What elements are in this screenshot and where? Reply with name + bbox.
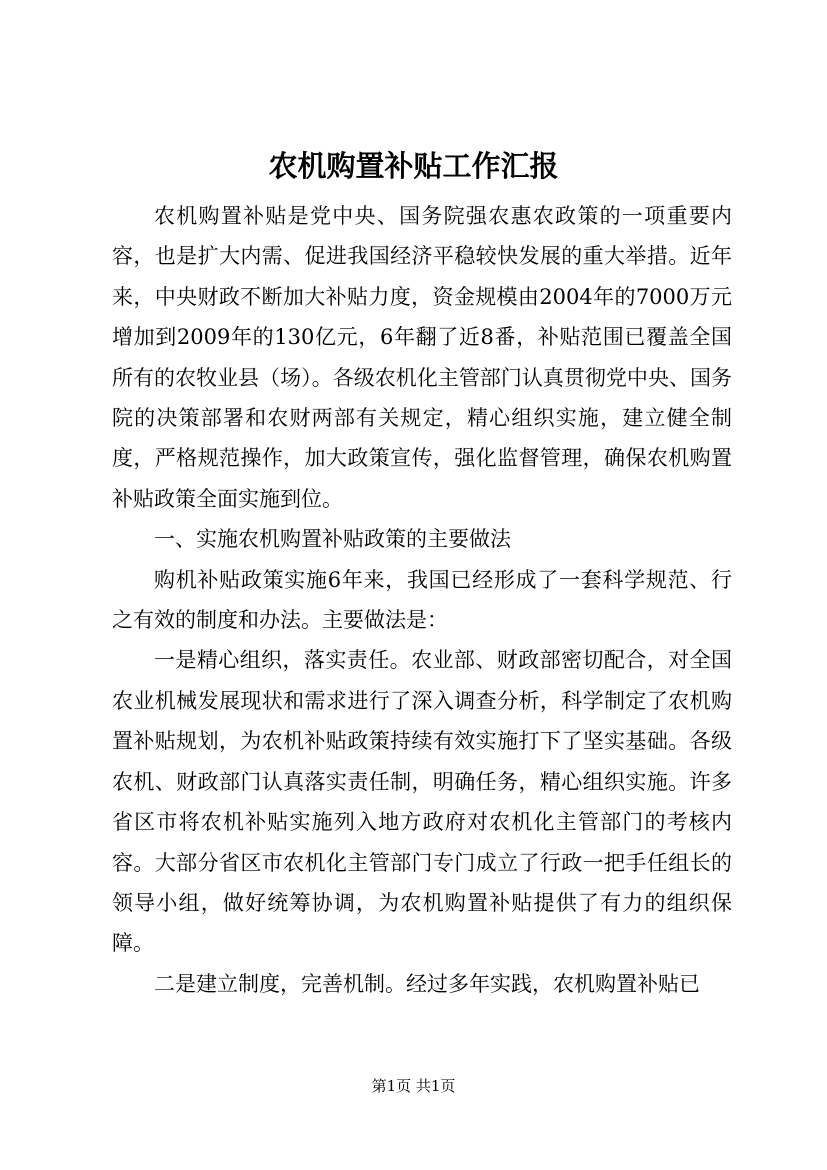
paragraph-overview: 购机补贴政策实施6年来，我国已经形成了一套科学规范、行之有效的制度和办法。主要做法是： bbox=[112, 567, 732, 633]
document-body bbox=[112, 196, 732, 1004]
paragraph-point-two: 二是建立制度，完善机制。经过多年实践，农机购置补贴已 bbox=[154, 971, 700, 996]
page-footer: 第1页 共1页 bbox=[371, 1077, 456, 1095]
paragraph-intro: 农机购置补贴是党中央、国务院强农惠农政策的一项重要内容，也是扩大内需、促进我国经济平稳较快发展的重大举措。近年来，中央财政不断加大补贴力度，资金规模由2004年的7000万元增加到2009年的130亿元，6年翻了近8番，补贴范围已覆盖全国所有的农牧业县（场）。各级农机化主管部门认真贯彻党中央、国务院的决策部署和农财两部有关规定，精心组织实施，建立健全制度，严格规范操作，加大政策宣传，强化监督管理，确保农机购置补贴政策全面实施到位。 bbox=[112, 204, 732, 511]
section-heading: 一、实施农机购置补贴政策的主要做法 bbox=[154, 527, 511, 552]
paragraph-point-one: 一是精心组织，落实责任。农业部、财政部密切配合，对全国农业机械发展现状和需求进行了深入调查分析，科学制定了农机购置补贴规划，为农机补贴政策持续有效实施打下了坚实基础。各级农机、财政部门认真落实责任制，明确任务，精心组织实施。许多省区市将农机补贴实施列入地方政府对农机化主管部门的考核内容。大部分省区市农机化主管部门专门成立了行政一把手任组长的领导小组，做好统筹协调，为农机购置补贴提供了有力的组织保障。 bbox=[112, 648, 732, 956]
document-title: 农机购置补贴工作汇报 bbox=[268, 149, 559, 183]
